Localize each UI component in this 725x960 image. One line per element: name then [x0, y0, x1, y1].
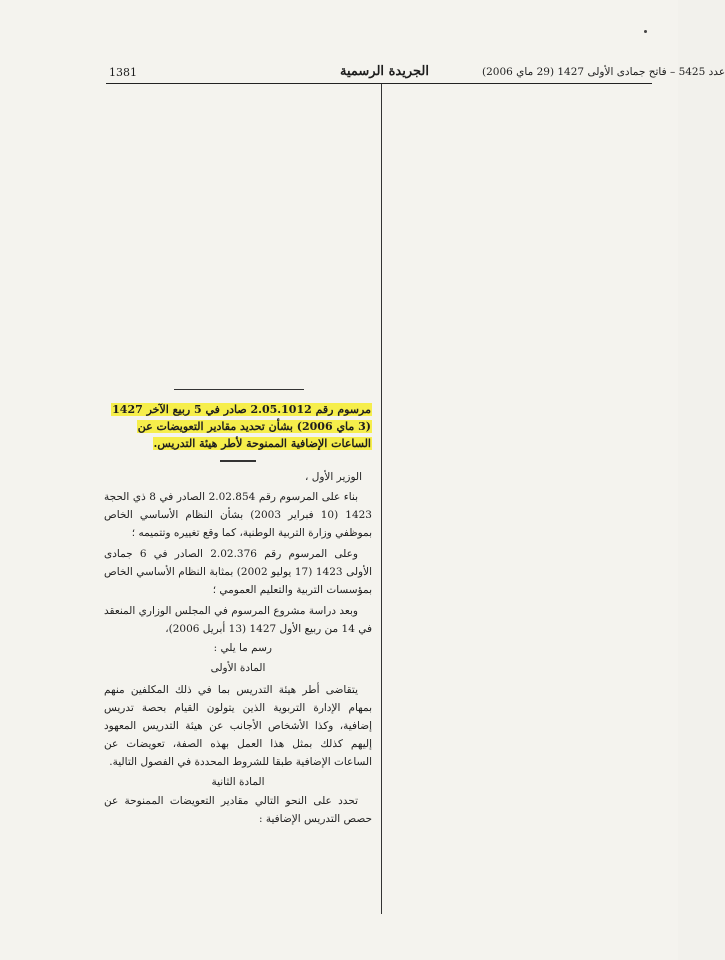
- decree-title-text: مرسوم رقم 2.05.1012 صادر في 5 ربيع الآخر 1427 (3 ماي 2006) بشأن تحديد مقادير التعويضات عن الساعات الإضافية الممنوحة لأطر هيئة التدريس.: [112, 403, 371, 450]
- scan-speck: [644, 30, 647, 33]
- journal-name: الجريدة الرسمية: [340, 64, 429, 79]
- decree-title: [104, 401, 372, 452]
- article-1-text: يتقاضى أطر هيئة التدريس بما في ذلك المكلفين منهم بمهام الإدارة التربوية الذين يتولون القيام بحصة تدريس إضافية، وكذا الأشخاص الأجانب عن هيئة التدريس المعهود إليهم كذلك بمثل هذا العمل بهذه الصفة، تعويضات عن الساعات الإضافية طبقا للشروط المحددة في الفصول التالية.: [104, 684, 372, 768]
- header-rule: [106, 83, 652, 84]
- decreed-line: رسم ما يلي :: [213, 642, 272, 654]
- issue-info: عدد 5425 – فاتح جمادى الأولى 1427 (29 ماي 2006): [482, 66, 725, 78]
- page-number: 1381: [109, 66, 137, 79]
- preamble-paragraph-1: بناء على المرسوم رقم 2.02.854 الصادر في 8 ذي الحجة 1423 (10 فبراير 2003) بشأن النظام الأساسي الخاص بموظفي وزارة التربية الوطنية، كما وقع تغييره وتتميمه ؛: [104, 491, 372, 539]
- title-underline: [220, 460, 256, 462]
- preamble-paragraph-2: وعلى المرسوم رقم 2.02.376 الصادر في 6 جمادى الأولى 1423 (17 يوليو 2002) بمثابة النظام الأساسي الخاص بمؤسسات التربية والتعليم العمومي ؛: [104, 548, 373, 596]
- section-separator: [174, 389, 304, 390]
- article-1-heading: المادة الأولى: [210, 662, 266, 674]
- article-2-heading: المادة الثانية: [211, 776, 265, 788]
- article-2-text: تحدد على النحو التالي مقادير التعويضات الممنوحة عن حصص التدريس الإضافية :: [104, 795, 372, 825]
- minister-line: الوزير الأول ،: [305, 471, 362, 483]
- preamble-paragraph-3: وبعد دراسة مشروع المرسوم في المجلس الوزاري المنعقد في 14 من ربيع الأول 1427 (13 أبريل 2006)،: [104, 605, 372, 635]
- column-divider: [381, 84, 382, 914]
- decree-body: [104, 468, 372, 828]
